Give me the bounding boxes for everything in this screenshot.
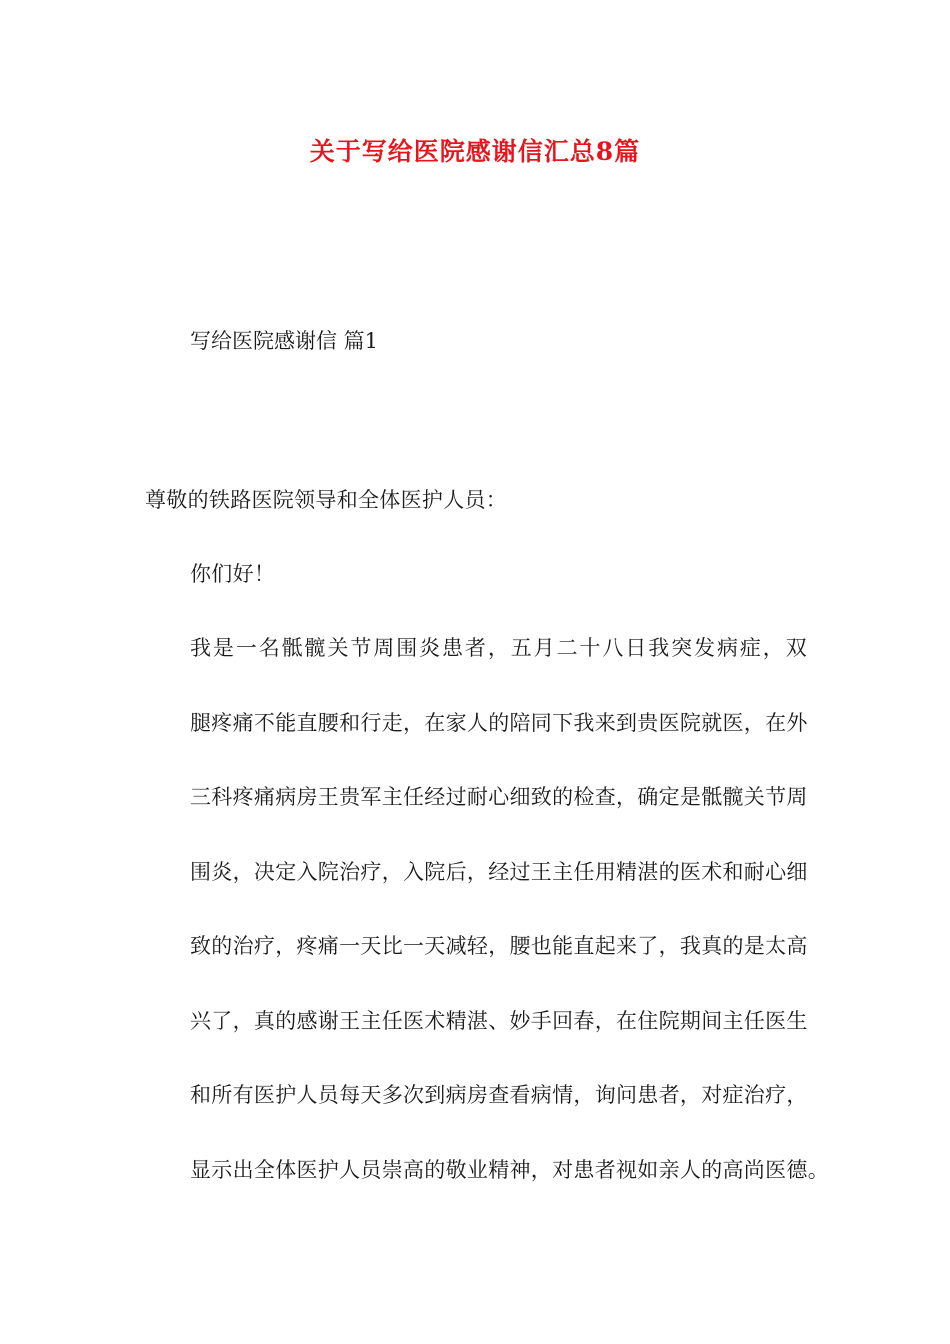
paragraph-line: 围炎，决定入院治疗，入院后，经过王主任用精湛的医术和耐心细 [190, 859, 808, 884]
letter-salutation: 尊敬的铁路医院领导和全体医护人员： [145, 488, 508, 512]
letter-greeting: 你们好！ [190, 562, 276, 586]
document-title: 关于写给医院感谢信汇总8篇 [309, 137, 641, 166]
paragraph-line: 腿疼痛不能直腰和行走，在家人的陪同下我来到贵医院就医，在外 [190, 710, 808, 735]
paragraph-line: 致的治疗，疼痛一天比一天减轻，腰也能直起来了，我真的是太高 [190, 934, 808, 958]
paragraph-line: 和所有医护人员每天多次到病房查看病情，询问患者，对症治疗， [190, 1083, 808, 1107]
paragraph-line: 显示出全体医护人员崇高的敬业精神，对患者视如亲人的高尚医德。 [190, 1157, 829, 1182]
paragraph-line: 兴了，真的感谢王主任医术精湛、妙手回春，在住院期间主任医生 [190, 1008, 808, 1033]
paragraph-line: 我是一名骶髋关节周围炎患者，五月二十八日我突发病症，双 [190, 636, 807, 660]
paragraph-line: 三科疼痛病房王贵军主任经过耐心细致的检查，确定是骶髋关节周 [190, 785, 808, 809]
section-heading: 写给医院感谢信 篇1 [190, 329, 379, 353]
letter-paragraph [145, 611, 829, 1207]
